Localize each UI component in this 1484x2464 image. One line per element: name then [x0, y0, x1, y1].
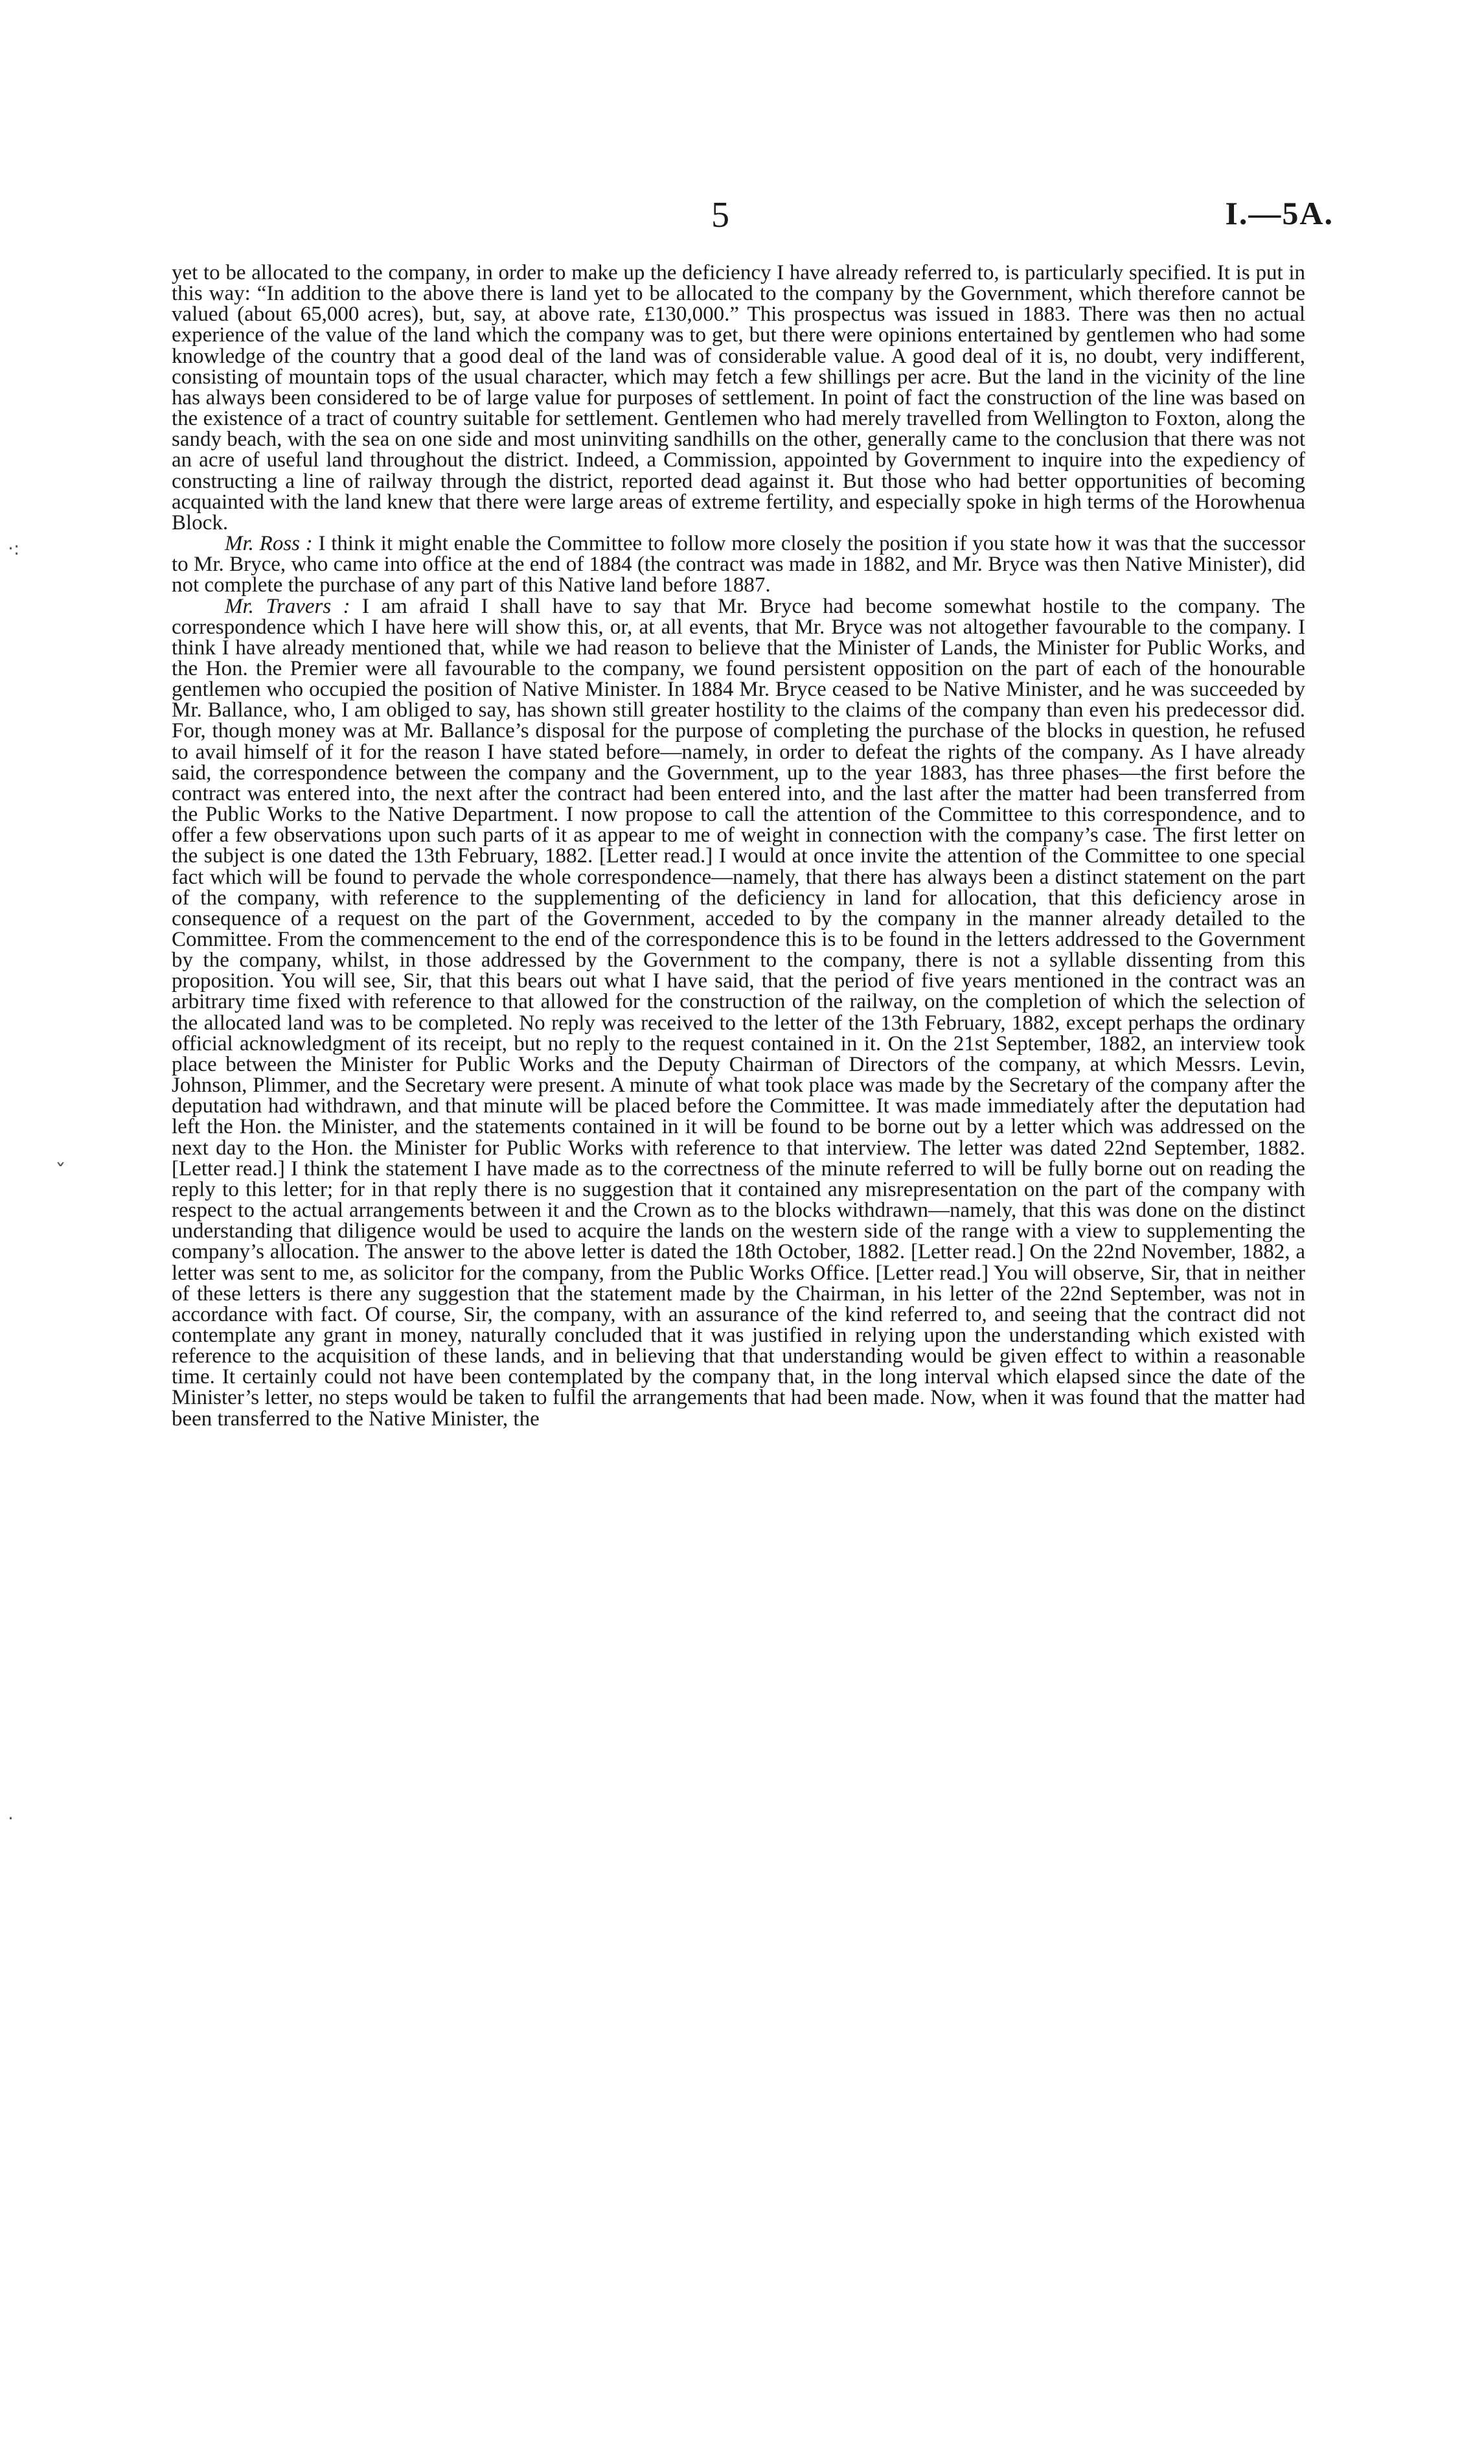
- paragraph-text: yet to be allocated to the company, in order to make up the deficiency I have already referred to, is particularly specified. It is put in this way: “In addition to the above there is land yet to be allocated to the company by the Government, which therefore cannot be valued (about 65,000 acres), but, say, at above rate, £130,000.” This prospectus was issued in 1883. There was then no actual experience of the value of the land which the company was to get, but there were opinions entertained by gentlemen who had some knowledge of the country that a good deal of the land was of considerable value. A good deal of it is, no doubt, very indifferent, consisting of mountain tops of the usual character, which may fetch a few shillings per acre. But the land in the vicinity of the line has always been considered to be of large value for purposes of settlement. In point of fact the construction of the line was based on the existence of a tract of country suitable for settlement. Gentlemen who had merely travelled from Wellington to Foxton, along the sandy beach, with the sea on one side and most uninviting sandhills on the other, generally came to the conclusion that there was not an acre of useful land throughout the district. Indeed, a Commission, appointed by Government to inquire into the expediency of constructing a line of railway through the district, reported dead against it. But those who had better opportunities of becoming acquainted with the land knew that there were large areas of extreme fertility, and especially spoke in high terms of the Horowhenua Block.: [172, 261, 1305, 535]
- paragraph-text: I think it might enable the Committee to follow more closely the position if you state how it was that the successor to Mr. Bryce, who came into office at the end of 1884 (the contract was made in 1882, and Mr. Bryce was then Native Minister), did not complete the purchase of any part of this Native land before 1887.: [172, 532, 1305, 597]
- page-number: 5: [711, 195, 729, 235]
- speaker-label: Mr. Travers :: [225, 594, 350, 618]
- margin-mark: ·: [8, 1808, 14, 1829]
- body-text: [172, 262, 1305, 1429]
- speaker-label: Mr. Ross :: [225, 532, 313, 556]
- paragraph-ross: [172, 533, 1305, 595]
- document-reference: I.—5A.: [1225, 195, 1334, 231]
- paragraph-continuation: [172, 262, 1305, 533]
- margin-mark: ˇ: [55, 1160, 66, 1186]
- paragraph-travers: [172, 596, 1305, 1429]
- paragraph-text: I am afraid I shall have to say that Mr. Bryce had become somewhat hostile to the company. The correspondence which I have here will show this, or, at all events, that Mr. Bryce was not altogether favourable to the company. I think I have already mentioned that, while we had reason to believe that the Minister of Lands, the Minister for Public Works, and the Hon. the Premier were all favourable to the company, we found persistent opposition on the part of each of the honourable gentlemen who occupied the position of Native Minister. In 1884 Mr. Bryce ceased to be Native Minister, and he was succeeded by Mr. Ballance, who, I am obliged to say, has shown still greater hostility to the claims of the company than even his predecessor did. For, though money was at Mr. Ballance’s disposal for the purpose of completing the purchase of the blocks in question, he refused to avail himself of it for the reason I have stated before—namely, in order to defeat the rights of the company. As I have already said, the correspondence between the company and the Government, up to the year 1883, has three phases—the first before the contract was entered into, the next after the contract had been entered into, and the last after the matter had been transferred from the Public Works to the Native Department. I now propose to call the attention of the Committee to this correspondence, and to offer a few observations upon such parts of it as appear to me of weight in connection with the company’s case. The first letter on the subject is one dated the 13th February, 1882. [Letter read.] I would at once invite the attention of the Committee to one special fact which will be found to pervade the whole correspondence—namely, that there has always been a distinct statement on the part of the company, with reference to the supplementing of the deficiency in land for allocation, that this deficiency arose in consequence of a request on the part of the Government, acceded to by the company in the manner already detailed to the Committee. From the commencement to the end of the correspondence this is to be found in the letters addressed to the Government by the company, whilst, in those addressed by the Government to the company, there is not a syllable dissenting from this proposition. You will see, Sir, that this bears out what I have said, that the period of five years mentioned in the contract was an arbitrary time fixed with reference to that allowed for the construction of the railway, on the completion of which the selection of the allocated land was to be completed. No reply was received to the letter of the 13th February, 1882, except perhaps the ordinary official acknowledgment of its receipt, but no reply to the request contained in it. On the 21st September, 1882, an interview took place between the Minister for Public Works and the Deputy Chairman of Directors of the company, at which Messrs. Levin, Johnson, Plimmer, and the Secretary were present. A minute of what took place was made by the Secretary of the company after the deputation had withdrawn, and that minute will be placed before the Committee. It was made immediately after the deputation had left the Hon. the Minister, and the statements contained in it will be found to be borne out by a letter which was addressed on the next day to the Hon. the Minister for Public Works with reference to that interview. The letter was dated 22nd September, 1882. [Letter read.] I think the statement I have made as to the correctness of the minute referred to will be fully borne out on reading the reply to this letter; for in that reply there is no suggestion that it contained any misrepresentation on the part of the company with respect to the actual arrangements between it and the Crown as to the blocks withdrawn—namely, that this was done on the distinct understanding that diligence would be used to acquire the lands on the western side of the range with a view to supplementing the company’s allocation. The answer to the above letter is dated the 18th October, 1882. [Letter read.] On the 22nd November, 1882, a letter was sent to me, as solicitor for the company, from the Public Works Office. [Letter read.] You will observe, Sir, that in neither of these letters is there any suggestion that the statement made by the Chairman, in his letter of the 22nd September, was not in accordance with fact. Of course, Sir, the company, with an assurance of the kind referred to, and seeing that the contract did not contemplate any grant in money, naturally concluded that it was justified in relying upon the understanding which existed with reference to the acquisition of these lands, and in believing that that understanding would be given effect to within a reasonable time. It certainly could not have been contemplated by the company that, in the long interval which elapsed since the date of the Minister’s letter, no steps would be taken to fulfil the arrangements that had been made. Now, when it was found that the matter had been transferred to the Native Minister, the: [172, 594, 1305, 1431]
- margin-mark: ·:: [8, 538, 20, 559]
